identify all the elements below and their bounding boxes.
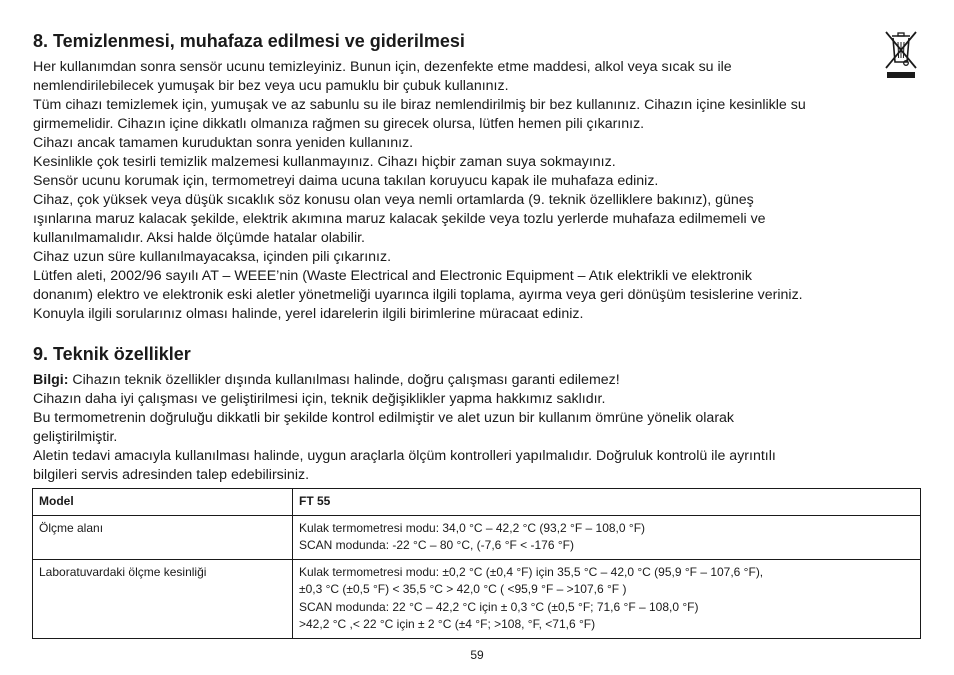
paragraph-line: Sensör ucunu korumak için, termometreyi daima ucuna takılan koruyucu kapak ile muhafaza ediniz. xyxy=(33,173,659,189)
paragraph-line: geliştirilmiştir. xyxy=(33,429,118,445)
cell-line: >42,2 °C ,< 22 °C için ± 2 °C (±4 °F; >108, °F, <71,6 °F) xyxy=(299,617,596,631)
cell-line: SCAN modunda: 22 °C – 42,2 °C için ± 0,3 °C (±0,5 °F; 71,6 °F – 108,0 °F) xyxy=(299,599,699,614)
table-cell xyxy=(293,559,921,638)
paragraph-line: kullanılmamalıdır. Aksi halde ölçümde hatalar olabilir. xyxy=(33,230,365,246)
paragraph-line: donanım) elektro ve elektronik eski aletler yönetmeliği uyarınca ilgili toplama, ayırma veya geri dönüşüm tesislerine veriniz. xyxy=(33,287,803,303)
paragraph-line: ışınlarına maruz kalacak şekilde, elektrik akımına maruz kalacak şekilde veya tozlu yerlerde muhafaza edilmemeli ve xyxy=(33,211,766,227)
paragraph-line: Lütfen aleti, 2002/96 sayılı AT – WEEE’nin (Waste Electrical and Electronic Equipment – Atık elektrikli ve elektronik xyxy=(33,268,752,284)
paragraph-line: Cihaz, çok yüksek veya düşük sıcaklık söz konusu olan veya nemli ortamlarda (9. teknik özelliklere bakınız), güneş xyxy=(33,192,754,208)
paragraph-line: Her kullanımdan sonra sensör ucunu temizleyiniz. Bunun için, dezenfekte etme maddesi, alkol veya sıcak su ile xyxy=(33,59,732,75)
table-row-label: Laboratuvardaki ölçme kesinliği xyxy=(33,559,293,638)
note-text: Cihazın teknik özellikler dışında kullanılması halinde, doğru çalışması garanti edilemez! xyxy=(68,372,620,388)
cell-line: Kulak termometresi modu: 34,0 °C – 42,2 °C (93,2 °F – 108,0 °F) xyxy=(299,520,646,535)
section-8-body xyxy=(33,58,928,324)
note-label: Bilgi: xyxy=(33,372,69,388)
paragraph-line: Tüm cihazı temizlemek için, yumuşak ve az sabunlu su ile biraz nemlendirilmiş bir bez kullanınız. Cihazın içine kesinlikle su xyxy=(33,97,806,113)
paragraph-line: bilgileri servis adresinden talep edebilirsiniz. xyxy=(33,467,310,483)
cell-line: ±0,3 °C (±0,5 °F) < 35,5 °C > 42,0 °C ( <95,9 °F – >107,6 °F ) xyxy=(299,582,627,596)
cell-line: SCAN modunda: -22 °C – 80 °C, (-7,6 °F < -176 °F) xyxy=(299,538,574,552)
paragraph-line: girmemelidir. Cihazın içine dikkatlı olmanıza rağmen su girecek olursa, lütfen hemen pili çıkarınız. xyxy=(33,116,645,132)
paragraph-line: Aletin tedavi amacıyla kullanılması halinde, uygun araçlarla ölçüm kontrolleri yapılmalıdır. Doğruluk kontrolü ile ayrıntılı xyxy=(33,448,776,464)
page-number: 59 xyxy=(470,648,484,662)
table-row xyxy=(33,559,921,638)
note-line xyxy=(33,371,928,390)
paragraph-line: Konuyla ilgili sorularınız olması halinde, yerel idarelerin ilgili birimlerine müracaat ediniz. xyxy=(33,306,584,322)
section-9-title: 9. Teknik özellikler xyxy=(33,344,191,364)
paragraph-line: Cihazın daha iyi çalışması ve geliştirilmesi için, teknik değişiklikler yapma hakkımız saklıdır. xyxy=(33,391,606,407)
table-header-cell: FT 55 xyxy=(293,489,921,516)
table-cell xyxy=(293,515,921,559)
paragraph-line: Cihazı ancak tamamen kuruduktan sonra yeniden kullanınız. xyxy=(33,135,414,151)
section-9-body xyxy=(33,371,928,485)
paragraph-line: Kesinlikle çok tesirli temizlik malzemesi kullanmayınız. Cihazı hiçbir zaman suya sokmayınız. xyxy=(33,154,616,170)
paragraph-line: Cihaz uzun süre kullanılmayacaksa, içinden pili çıkarınız. xyxy=(33,249,392,265)
cell-line: Kulak termometresi modu: ±0,2 °C (±0,4 °F) için 35,5 °C – 42,0 °C (95,9 °F – 107,6 °F), xyxy=(299,564,764,579)
table-header-row xyxy=(33,489,921,516)
paragraph-line: nemlendirilebilecek yumuşak bir bez veya ucu pamuklu bir çubuk kullanınız. xyxy=(33,78,509,94)
paragraph-line: Bu termometrenin doğruluğu dikkatli bir şekilde kontrol edilmiştir ve alet uzun bir kullanım ömrüne yönelik olarak xyxy=(33,410,735,426)
section-8-title: 8. Temizlenmesi, muhafaza edilmesi ve giderilmesi xyxy=(33,31,465,51)
table-row-label: Ölçme alanı xyxy=(33,515,293,559)
spec-table xyxy=(32,488,921,639)
table-header-cell: Model xyxy=(33,489,293,516)
table-row xyxy=(33,515,921,559)
